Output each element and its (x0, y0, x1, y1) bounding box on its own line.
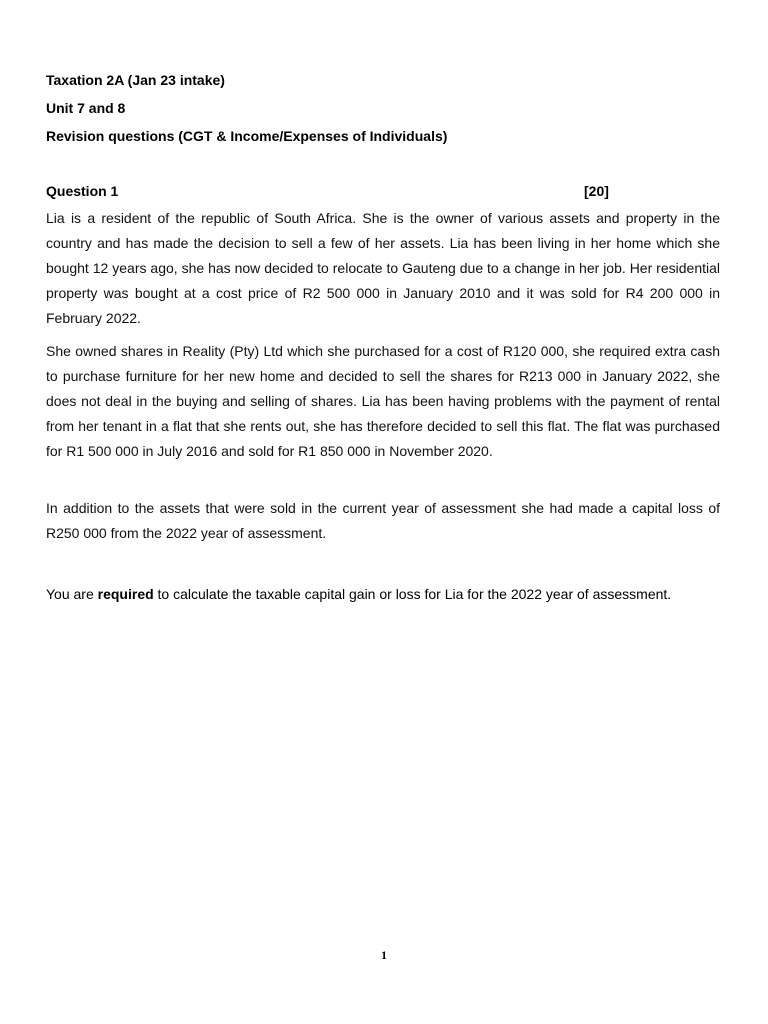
required-prefix: You are (46, 586, 98, 602)
document-subtitle: Revision questions (CGT & Income/Expenses of Individuals) (46, 128, 448, 144)
unit-heading: Unit 7 and 8 (46, 100, 126, 116)
question-marks: [20] (584, 183, 609, 199)
question-heading-row (46, 183, 666, 203)
required-emphasis: required (97, 586, 154, 602)
question-title: Question 1 (46, 183, 119, 199)
required-suffix: to calculate the taxable capital gain or loss for Lia for the 2022 year of assessment. (153, 586, 672, 602)
question-paragraph-1: Lia is a resident of the republic of South Africa. She is the owner of various assets and property in the country and has made the decision to sell a few of her assets. Lia has been living in her home which she bought 12 years ago, she has now decided to relocate to Gauteng due to a change in her job. Her residential property was bought at a cost price of R2 500 000 in January 2010 and it was sold for R4 200 000 in February 2022. (46, 210, 720, 326)
required-instruction (46, 586, 720, 603)
course-title: Taxation 2A (Jan 23 intake) (46, 72, 225, 88)
question-paragraph-3: In addition to the assets that were sold in the current year of assessment she had made a capital loss of R250 000 from the 2022 year of assessment. (46, 500, 720, 541)
page-number: 1 (381, 948, 387, 962)
question-paragraph-2: She owned shares in Reality (Pty) Ltd which she purchased for a cost of R120 000, she required extra cash to purchase furniture for her new home and decided to sell the shares for R213 000 in January 2022, she does not deal in the buying and selling of shares. Lia has been having problems with the payment of rental from her tenant in a flat that she rents out, she has therefore decided to sell this flat. The flat was purchased for R1 500 000 in July 2016 and sold for R1 850 000 in November 2020. (46, 343, 720, 459)
